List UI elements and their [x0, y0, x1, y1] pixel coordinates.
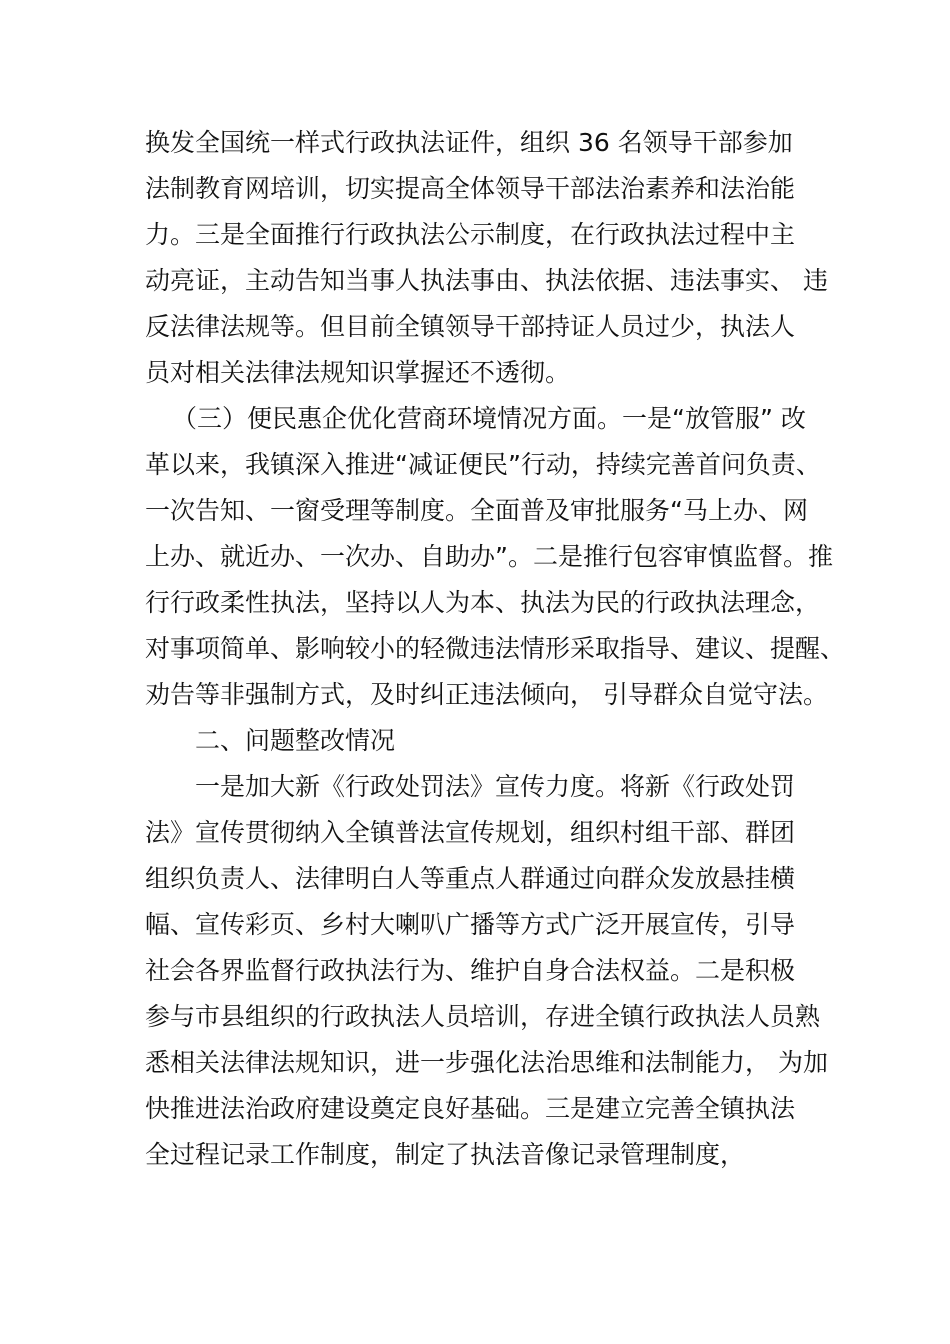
- text-line: 一次告知、一窗受理等制度。全面普及审批服务“马上办、网: [145, 496, 808, 525]
- text-line: 快推进法治政府建设奠定良好基础。三是建立完善全镇执法: [145, 1094, 796, 1123]
- text-line: 法制教育网培训，切实提高全体领导干部法治素养和法治能: [145, 174, 796, 203]
- text-line: 反法律法规等。但目前全镇领导干部持证人员过少，执法人: [145, 312, 796, 341]
- text-line: 员对相关法律法规知识掌握还不透彻。: [145, 358, 571, 387]
- text-line: 动亮证，主动告知当事人执法事由、执法依据、违法事实、 违: [145, 266, 828, 295]
- text-line: 劝告等非强制方式，及时纠正违法倾向， 引导群众自觉守法。: [145, 680, 828, 709]
- text-line: 换发全国统一样式行政执法证件，组织 36 名领导干部参加: [145, 128, 793, 157]
- text-line: 对事项简单、影响较小的轻微违法情形采取指导、建议、提醒、: [145, 634, 846, 663]
- text-line: 法》宣传贯彻纳入全镇普法宣传规划，组织村组干部、群团: [145, 818, 796, 847]
- text-line: 社会各界监督行政执法行为、维护自身合法权益。二是积极: [145, 956, 796, 985]
- paragraph-first-line: 一是加大新《行政处罚法》宣传力度。将新《行政处罚: [195, 772, 796, 801]
- text-line: 上办、就近办、一次办、自助办”。二是推行包容审慎监督。推: [145, 542, 833, 571]
- text-line: 幅、宣传彩页、乡村大喇叭广播等方式广泛开展宣传，引导: [145, 910, 796, 939]
- text-line: 行行政柔性执法，坚持以人为本、执法为民的行政执法理念，: [145, 588, 821, 617]
- text-line: 力。三是全面推行行政执法公示制度，在行政执法过程中主: [145, 220, 796, 249]
- text-line: 全过程记录工作制度，制定了执法音像记录管理制度，: [145, 1140, 746, 1169]
- text-line: 参与市县组织的行政执法人员培训，存进全镇行政执法人员熟: [145, 1002, 821, 1031]
- text-line: 革以来，我镇深入推进“减证便民”行动，持续完善首问负责、: [145, 450, 821, 479]
- section-heading: （三）便民惠企优化营商环境情况方面。一是“放管服” 改: [172, 404, 806, 433]
- text-line: 组织负责人、法律明白人等重点人群通过向群众发放悬挂横: [145, 864, 796, 893]
- text-line: 悉相关法律法规知识，进一步强化法治思维和法制能力， 为加: [145, 1048, 828, 1077]
- section-heading: 二、问题整改情况: [195, 726, 396, 755]
